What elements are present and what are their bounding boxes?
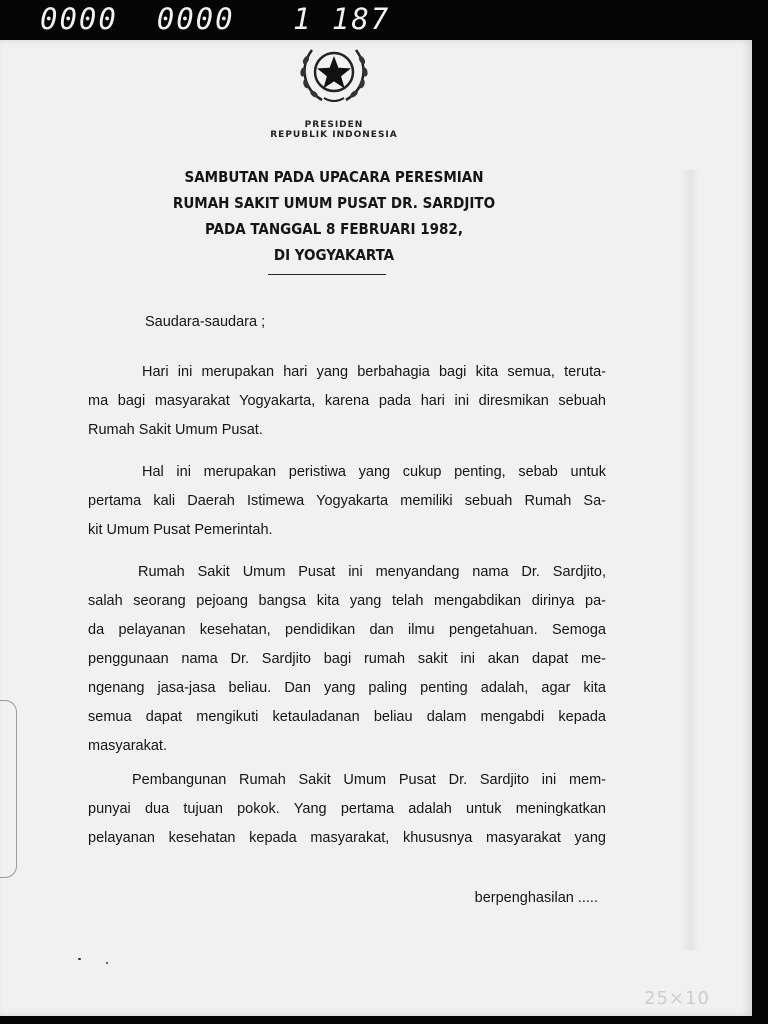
- paragraph-3: [88, 558, 606, 761]
- paragraph-2: [88, 458, 606, 545]
- letterhead-subtitle: REPUBLIK INDONESIA: [270, 130, 398, 140]
- paragraph-line: punyai dua tujuan pokok. Yang pertama adalah untuk meningkatkan: [88, 801, 606, 817]
- document-title-line-1: SAMBUTAN PADA UPACARA PERESMIAN: [184, 168, 484, 186]
- salutation: Saudara-saudara ;: [145, 314, 266, 330]
- page-continuation-catchword: berpenghasilan .....: [474, 890, 598, 906]
- underlying-page-edge: [0, 700, 17, 878]
- document-title-line-3: PADA TANGGAL 8 FEBRUARI 1982,: [205, 220, 463, 238]
- document-page: [0, 40, 752, 1016]
- paragraph-line: Hari ini merupakan hari yang berbahagia bagi kita semua, teruta-: [142, 364, 606, 380]
- film-marking: 25×10: [644, 988, 710, 1009]
- letterhead-title: PRESIDEN: [304, 120, 364, 130]
- paragraph-line: semua dapat mengikuti ketauladanan beliau dalam mengabdi kepada: [88, 709, 606, 725]
- document-title-line-2: RUMAH SAKIT UMUM PUSAT DR. SARDJITO: [172, 194, 496, 212]
- paragraph-line: ngenang jasa-jasa beliau. Dan yang paling penting adalah, agar kita: [88, 680, 606, 696]
- paragraph-line: penggunaan nama Dr. Sardjito bagi rumah sakit ini akan dapat me-: [88, 651, 606, 667]
- microfilm-frame-number: 0000 0000 1 187: [40, 2, 391, 36]
- paragraph-line: pertama kali Daerah Istimewa Yogyakarta memiliki sebuah Rumah Sa-: [88, 493, 606, 509]
- document-title-line-4: DI YOGYAKARTA: [273, 246, 395, 264]
- paragraph-line: salah seorang pejoang bangsa kita yang telah mengabdikan dirinya pa-: [88, 593, 606, 609]
- paragraph-line: pelayanan kesehatan kepada masyarakat, khususnya masyarakat yang: [88, 830, 606, 846]
- page-fold-shadow: [680, 170, 700, 950]
- star-emblem-icon: [292, 40, 376, 106]
- paragraph-4: [88, 766, 606, 853]
- paragraph-line: da pelayanan kesehatan, pendidikan dan ilmu pengetahuan. Semoga: [88, 622, 606, 638]
- paragraph-line: Rumah Sakit Umum Pusat.: [88, 422, 263, 438]
- title-underline: [268, 274, 386, 275]
- dust-speck: [78, 958, 81, 960]
- paragraph-line: Pembangunan Rumah Sakit Umum Pusat Dr. Sardjito ini mem-: [132, 772, 606, 788]
- paragraph-line: ma bagi masyarakat Yogyakarta, karena pada hari ini diresmikan sebuah: [88, 393, 606, 409]
- dust-speck: [106, 962, 108, 964]
- paragraph-line: Rumah Sakit Umum Pusat ini menyandang nama Dr. Sardjito,: [138, 564, 606, 580]
- paragraph-line: Hal ini merupakan peristiwa yang cukup penting, sebab untuk: [142, 464, 606, 480]
- paragraph-line: kit Umum Pusat Pemerintah.: [88, 522, 273, 538]
- paragraph-line: masyarakat.: [88, 738, 167, 754]
- paragraph-1: [88, 358, 606, 445]
